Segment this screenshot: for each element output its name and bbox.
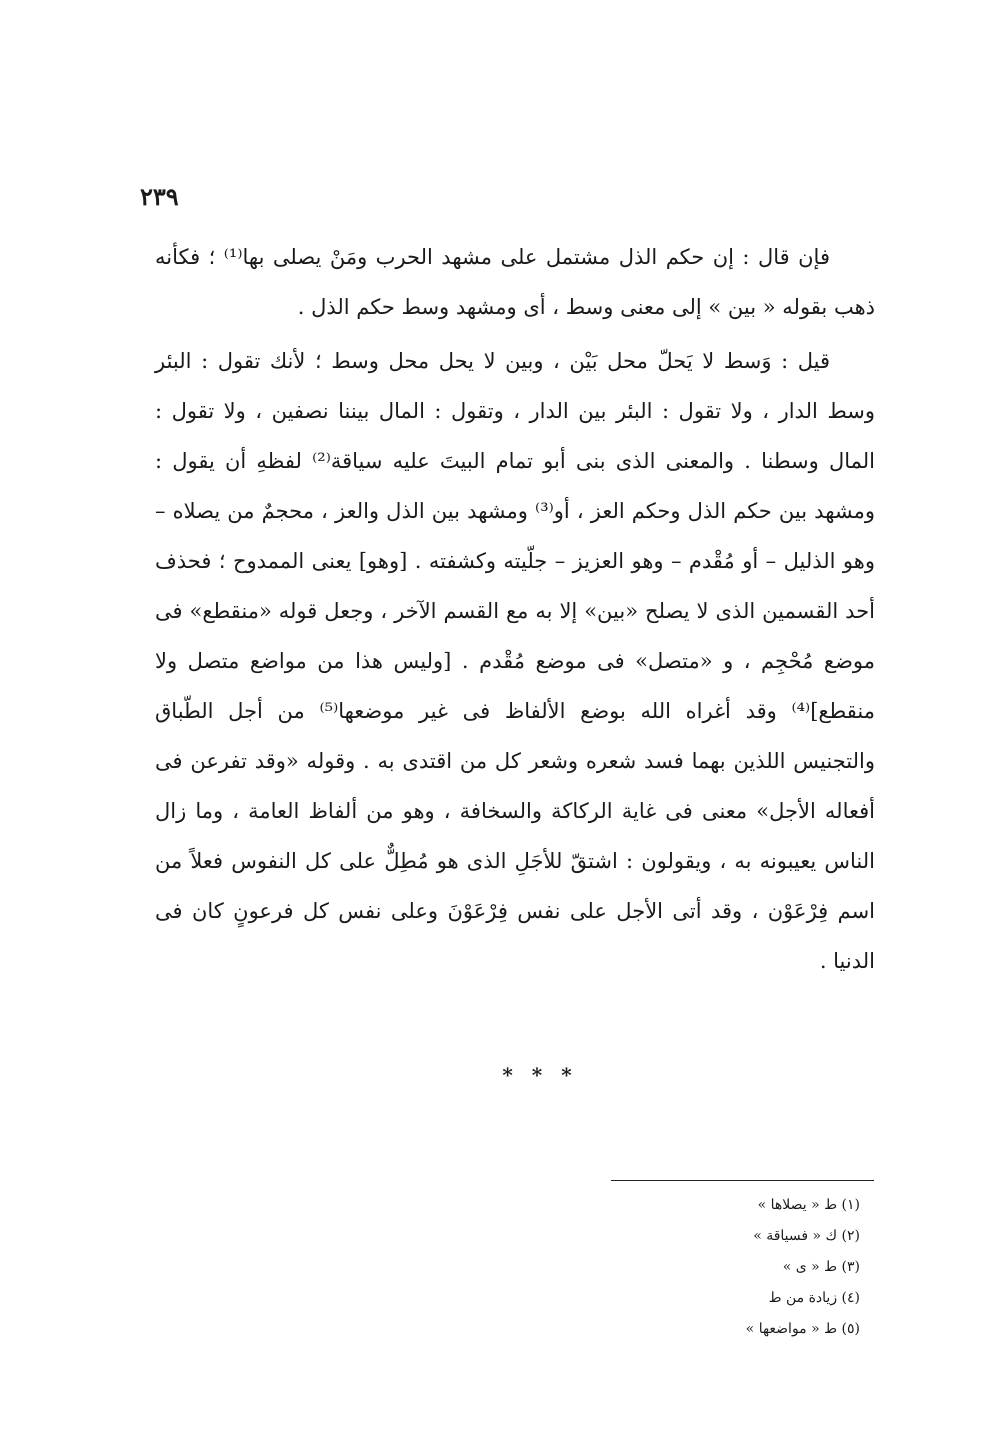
footnote-item: (٤) زيادة من ط xyxy=(768,1290,860,1306)
footnote-item: (٣) ط « ى » xyxy=(782,1259,860,1275)
main-text xyxy=(155,232,875,986)
section-separator: * * * xyxy=(502,1063,578,1087)
footnote-item: (١) ط « يصلاها » xyxy=(757,1197,860,1213)
footnote-item: (٥) ط « مواضعها » xyxy=(745,1321,860,1337)
paragraph-2: قيل : وَسط لا يَحلّ محل بَيْن ، وبين لا يحل محل وسط ؛ لأنك تقول : البئر وسط الدار ، ولا تقول : البئر بين الدار ، وتقول : المال بيننا نصفين ، ولا تقول : المال وسطنا . والمعنى الذى بنى أبو تمام البيتَ عليه سياقة⁽²⁾ لفظهِ أن يقول : ومشهد بين حكم الذل وحكم العز ، أو⁽³⁾ ومشهد بين الذل والعز ، محجمٌ من يصلاه – وهو الذليل – أو مُقْدم – وهو العزيز – جلّيته وكشفته . [وهو] يعنى الممدوح ؛ فحذف أحد القسمين الذى لا يصلح «بين» إلا به مع القسم الآخر ، وجعل قوله «منقطع» فى موضع مُحْجِم ، و «متصل» فى موضع مُقْدم . [وليس هذا من مواضع متصل ولا منقطع]⁽⁴⁾ وقد أغراه الله بوضع الألفاظ فى غير موضعها⁽⁵⁾ من أجل الطّباق والتجنيس اللذين بهما فسد شعره وشعر كل من اقتدى به . وقوله «وقد تفرعن فى أفعاله الأجل» معنى فى غاية الركاكة والسخافة ، وهو من ألفاظ العامة ، وما زال الناس يعيبونه به ، ويقولون : اشتقّ للأجَلِ الذى هو مُطِلٌّ على كل النفوس فعلاً من اسم فِرْعَوْن ، وقد أتى الأجل على نفس فِرْعَوْنَ وعلى نفس كل فرعونٍ كان فى الدنيا . xyxy=(155,349,875,973)
paragraph-1: فإن قال : إن حكم الذل مشتمل على مشهد الحرب ومَنْ يصلى بها⁽¹⁾ ؛ فكأنه ذهب بقوله « بين » إلى معنى وسط ، أى ومشهد وسط حكم الذل . xyxy=(155,245,875,319)
footnote-divider xyxy=(611,1180,874,1181)
footnote-item: (٢) ك « فسياقة » xyxy=(753,1228,860,1244)
footnotes-list xyxy=(560,1190,860,1345)
page-number: ٢٣٩ xyxy=(140,182,179,211)
